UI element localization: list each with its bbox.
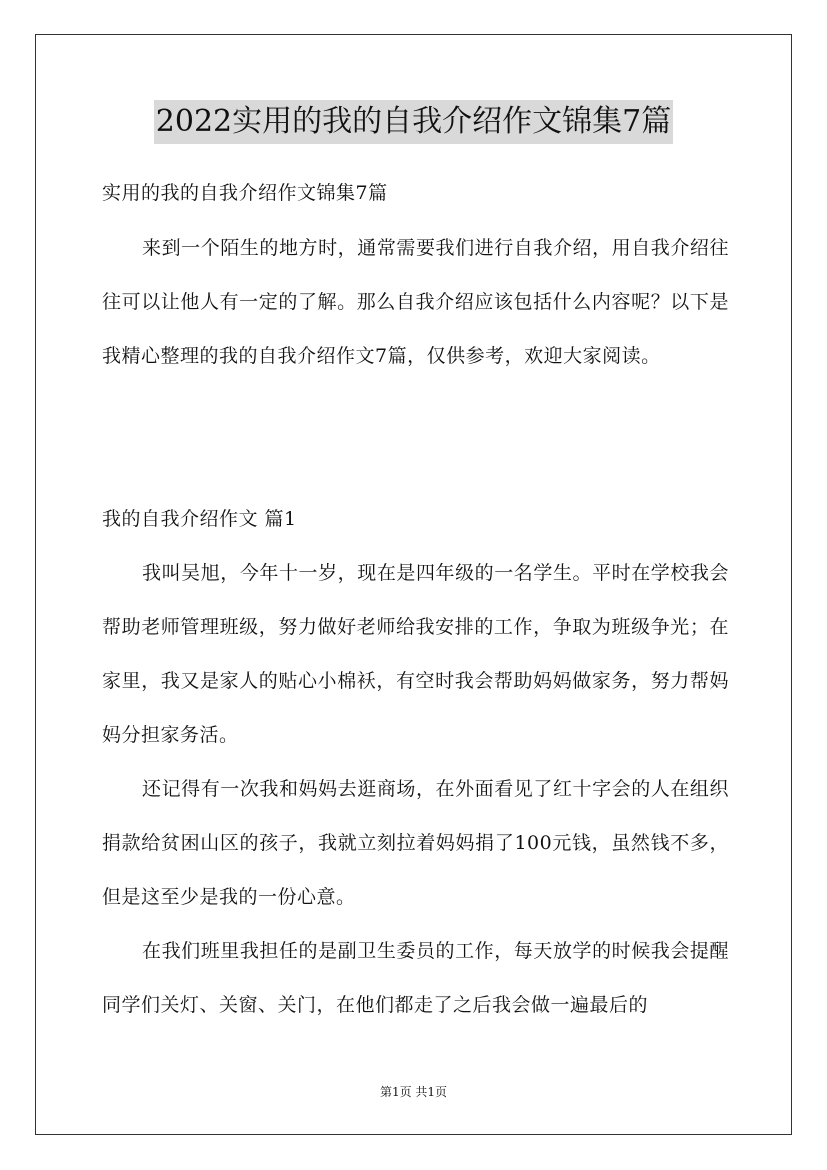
document-subtitle: 实用的我的自我介绍作文锦集7篇 <box>102 182 388 204</box>
intro-paragraph: 来到一个陌生的地方时，通常需要我们进行自我介绍，用自我介绍往往可以让他人有一定的了解。那么自我介绍应该包括什么内容呢？以下是我精心整理的我的自我介绍作文7篇，仅供参考，欢迎大家阅读。 <box>102 237 729 367</box>
document-title: 2022实用的我的自我介绍作文锦集7篇 <box>154 100 673 144</box>
page-number-footer: 第1页 共1页 <box>379 1085 448 1099</box>
section-heading: 我的自我介绍作文 篇1 <box>102 508 297 530</box>
document-title-wrap <box>0 100 827 144</box>
body-paragraph: 还记得有一次我和妈妈去逛商场，在外面看见了红十字会的人在组织捐款给贫困山区的孩子，我就立刻拉着妈妈捐了100元钱，虽然钱不多，但是这至少是我的一份心意。 <box>102 778 729 908</box>
body-paragraph: 在我们班里我担任的是副卫生委员的工作，每天放学的时候我会提醒同学们关灯、关窗、关门，在他们都走了之后我会做一遍最后的 <box>102 940 729 1016</box>
body-paragraph: 我叫吴旭，今年十一岁，现在是四年级的一名学生。平时在学校我会帮助老师管理班级，努力做好老师给我安排的工作，争取为班级争光；在家里，我又是家人的贴心小棉袄，有空时我会帮助妈妈做家务，努力帮妈妈分担家务活。 <box>102 562 729 746</box>
